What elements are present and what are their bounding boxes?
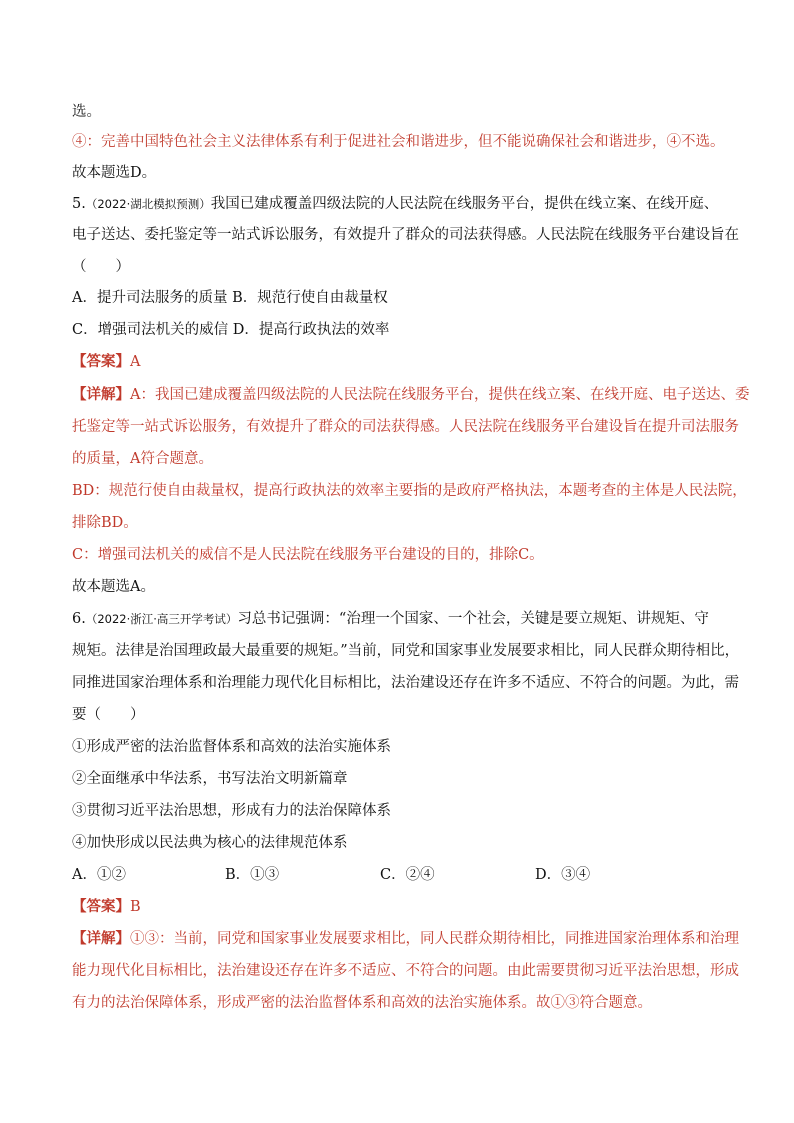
question-number: 6. <box>72 611 86 627</box>
text-line: 规矩。法律是治国理政最大最重要的规矩。”当前，同党和国家事业发展要求相比，同人民群众期待相比， <box>72 643 740 659</box>
text-line: ④：完善中国特色社会主义法律体系有利于促进社会和谐进步，但不能说确保社会和谐进步，④不选。 <box>72 134 725 150</box>
text-line: 电子送达、委托鉴定等一站式诉讼服务，有效提升了群众的司法获得感。人民法院在线服务平台建设旨在 <box>72 227 739 243</box>
text-line: 选。 <box>72 104 101 120</box>
option-d: D．③④ <box>535 867 591 883</box>
detail-line <box>72 929 739 949</box>
detail-line <box>72 385 749 405</box>
text-line: 有力的法治保障体系，形成严密的法治监督体系和高效的法治实施体系。故①③符合题意。 <box>72 995 652 1011</box>
text-line: C：增强司法机关的威信不是人民法院在线服务平台建设的目的，排除C。 <box>72 547 544 563</box>
text-line: 能力现代化目标相比，法治建设还存在许多不适应、不符合的问题。由此需要贯彻习近平法治思想，形成 <box>72 963 739 979</box>
detail-tag: 【详解】 <box>72 930 130 947</box>
answer-tag: 【答案】 <box>72 898 130 915</box>
question-5-stem <box>72 194 718 214</box>
text-line: 同推进国家治理体系和治理能力现代化目标相比，法治建设还存在许多不适应、不符合的问题。为此，需 <box>72 675 739 691</box>
statement-item: ④加快形成以民法典为核心的法律规范体系 <box>72 835 348 851</box>
answer-value: B <box>130 899 141 915</box>
statement-item: ①形成严密的法治监督体系和高效的法治实施体系 <box>72 739 391 755</box>
answer-line <box>72 897 141 917</box>
question-source: （2022·湖北模拟预测） <box>85 197 211 211</box>
answer-value: A <box>130 354 141 370</box>
question-6-stem <box>72 609 709 629</box>
detail-tag: 【详解】 <box>72 386 130 403</box>
text-line: 的质量，A符合题意。 <box>72 451 213 467</box>
statement-item: ②全面继承中华法系，书写法治文明新篇章 <box>72 771 348 787</box>
text-line: 习总书记强调：“治理一个国家、一个社会，关键是要立规矩、讲规矩、守 <box>237 611 709 627</box>
text-line: （ ） <box>72 259 130 275</box>
option-c: C．②④ <box>380 867 435 883</box>
answer-line <box>72 352 140 372</box>
option-a: A．①② <box>72 867 126 883</box>
text-line: BD：规范行使自由裁量权，提高行政执法的效率主要指的是政府严格执法，本题考查的主体是人民法院， <box>72 483 747 499</box>
option-line: C．增强司法机关的威信 D．提高行政执法的效率 <box>72 322 390 338</box>
answer-tag: 【答案】 <box>72 353 130 370</box>
option-b: B．①③ <box>225 867 280 883</box>
text-line: 故本题选D。 <box>72 165 157 181</box>
text-line: 我国已建成覆盖四级法院的人民法院在线服务平台，提供在线立案、在线开庭、 <box>210 196 719 212</box>
text-line: 故本题选A。 <box>72 579 155 595</box>
question-number: 5. <box>72 196 86 212</box>
text-line: 要（ ） <box>72 707 145 723</box>
statement-item: ③贯彻习近平法治思想，形成有力的法治保障体系 <box>72 803 391 819</box>
text-line: 排除BD。 <box>72 515 138 531</box>
text-line: ①③：当前，同党和国家事业发展要求相比，同人民群众期待相比，同推进国家治理体系和治理 <box>130 931 739 947</box>
option-line: A．提升司法服务的质量 B．规范行使自由裁量权 <box>72 290 388 306</box>
question-source: （2022·浙江·高三开学考试） <box>85 612 238 626</box>
text-line: A：我国已建成覆盖四级法院的人民法院在线服务平台，提供在线立案、在线开庭、电子送达、委 <box>130 387 750 403</box>
text-line: 托鉴定等一站式诉讼服务，有效提升了群众的司法获得感。人民法院在线服务平台建设旨在提升司法服务 <box>72 419 739 435</box>
